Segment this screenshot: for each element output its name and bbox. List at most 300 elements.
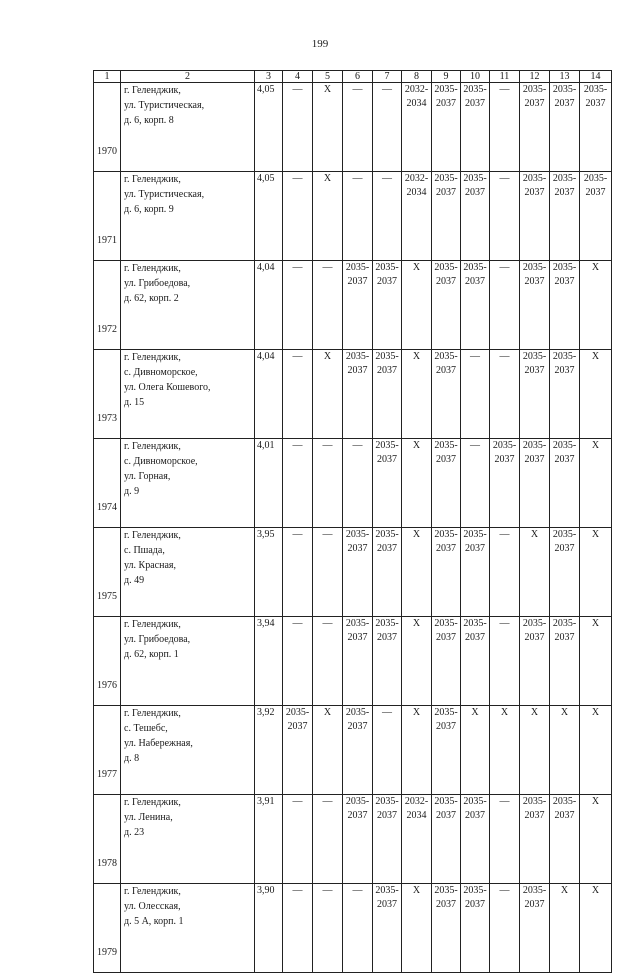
period-text: — xyxy=(352,440,363,451)
period-text: 2035- xyxy=(522,84,547,95)
period-text: 2037 xyxy=(436,632,456,643)
period-cell xyxy=(461,439,490,528)
period-cell xyxy=(490,261,520,350)
period-cell xyxy=(313,350,343,439)
period-text: 2035- xyxy=(434,885,458,896)
period-text: X xyxy=(412,885,421,896)
period-text: X xyxy=(323,707,332,718)
period-text: 2035- xyxy=(375,618,399,629)
period-text: 2035- xyxy=(522,262,547,273)
address-line: г. Геленджик, xyxy=(124,441,181,452)
period-text: 2035- xyxy=(463,262,487,273)
period-cell xyxy=(461,261,490,350)
column-header: 5 xyxy=(313,71,343,83)
period-text: 2035- xyxy=(375,885,399,896)
period-text: 2037 xyxy=(554,98,575,109)
address-line: д. 8 xyxy=(124,753,140,764)
period-cell xyxy=(283,706,313,795)
column-header: 2 xyxy=(121,71,255,83)
period-text: — xyxy=(292,440,303,451)
period-cell xyxy=(402,528,432,617)
address-cell xyxy=(121,172,255,261)
period-text: 2037 xyxy=(347,543,368,554)
period-text: 2037 xyxy=(436,810,456,821)
period-text: 2037 xyxy=(436,98,456,109)
period-cell xyxy=(550,83,580,172)
period-cell xyxy=(520,528,550,617)
period-text: — xyxy=(322,529,333,540)
period-text: X xyxy=(560,707,569,718)
period-cell xyxy=(490,795,520,884)
table-row xyxy=(94,884,612,973)
period-text: — xyxy=(499,262,510,273)
period-cell xyxy=(461,795,490,884)
period-cell xyxy=(402,439,432,528)
indicator-value: 4,04 xyxy=(255,350,283,439)
period-text: 2035- xyxy=(375,529,399,540)
period-cell xyxy=(373,706,402,795)
address-cell xyxy=(121,528,255,617)
period-text: 2035- xyxy=(434,440,458,451)
period-text: 2035- xyxy=(434,262,458,273)
period-cell xyxy=(550,439,580,528)
period-cell xyxy=(313,884,343,973)
period-text: — xyxy=(499,796,510,807)
address-line: ул. Набережная, xyxy=(124,738,193,749)
address-cell xyxy=(121,884,255,973)
period-cell xyxy=(520,172,550,261)
period-cell xyxy=(461,172,490,261)
period-text: 2035- xyxy=(583,84,608,95)
column-header: 13 xyxy=(550,71,580,83)
period-cell xyxy=(580,350,612,439)
period-cell xyxy=(283,350,313,439)
period-text: 2037 xyxy=(524,632,545,643)
period-text: — xyxy=(292,529,303,540)
period-text: 2037 xyxy=(377,632,397,643)
period-text: 2034 xyxy=(406,810,427,821)
period-text: 2035- xyxy=(434,796,458,807)
period-text: X xyxy=(412,262,421,273)
period-cell xyxy=(520,884,550,973)
row-number: 1977 xyxy=(94,706,121,795)
address-cell xyxy=(121,706,255,795)
indicator-value: 4,04 xyxy=(255,261,283,350)
row-number: 1972 xyxy=(94,261,121,350)
address-line: д. 6, корп. 9 xyxy=(124,204,174,215)
period-cell xyxy=(313,617,343,706)
period-cell xyxy=(283,884,313,973)
period-cell xyxy=(343,706,373,795)
period-text: 2035- xyxy=(463,885,487,896)
period-text: 2035- xyxy=(463,173,487,184)
period-text: 2035- xyxy=(522,173,547,184)
period-text: 2035- xyxy=(522,885,547,896)
period-text: X xyxy=(591,707,600,718)
period-text: 2035- xyxy=(463,84,487,95)
row-number: 1979 xyxy=(94,884,121,973)
address-line: г. Геленджик, xyxy=(124,797,181,808)
period-text: 2037 xyxy=(465,98,485,109)
address-line: ул. Олесская, xyxy=(124,901,181,912)
column-header: 14 xyxy=(580,71,612,83)
period-cell xyxy=(520,83,550,172)
period-cell xyxy=(580,706,612,795)
column-header: 1 xyxy=(94,71,121,83)
column-header: 12 xyxy=(520,71,550,83)
period-text: 2037 xyxy=(377,899,397,910)
address-line: г. Геленджик, xyxy=(124,708,181,719)
period-cell xyxy=(490,350,520,439)
period-text: — xyxy=(499,529,510,540)
table-row xyxy=(94,261,612,350)
address-line: д. 62, корп. 1 xyxy=(124,649,179,660)
period-text: — xyxy=(292,796,303,807)
period-cell xyxy=(550,261,580,350)
period-text: 2037 xyxy=(554,365,575,376)
period-text: 2035- xyxy=(434,84,458,95)
period-text: — xyxy=(292,173,303,184)
period-text: — xyxy=(322,262,333,273)
period-text: 2037 xyxy=(524,454,545,465)
address-line: д. 6, корп. 8 xyxy=(124,115,174,126)
address-line: ул. Туристическая, xyxy=(124,100,205,111)
period-cell xyxy=(402,350,432,439)
period-text: 2037 xyxy=(377,276,397,287)
period-cell xyxy=(490,617,520,706)
period-text: 2037 xyxy=(465,543,485,554)
period-cell xyxy=(432,706,461,795)
period-cell xyxy=(580,172,612,261)
period-text: 2037 xyxy=(554,187,575,198)
period-text: 2037 xyxy=(524,276,545,287)
row-number: 1970 xyxy=(94,83,121,172)
period-text: 2035- xyxy=(375,796,399,807)
period-text: — xyxy=(292,885,303,896)
period-cell xyxy=(432,439,461,528)
period-text: X xyxy=(591,529,600,540)
period-cell xyxy=(580,617,612,706)
indicator-value: 4,05 xyxy=(255,83,283,172)
period-text: 2037 xyxy=(436,187,456,198)
period-text: 2037 xyxy=(436,276,456,287)
period-text: 2035- xyxy=(552,84,577,95)
address-line: г. Геленджик, xyxy=(124,174,181,185)
indicator-value: 4,01 xyxy=(255,439,283,528)
period-cell xyxy=(402,706,432,795)
period-text: X xyxy=(323,351,332,362)
period-cell xyxy=(402,884,432,973)
period-text: 2035- xyxy=(552,529,577,540)
period-text: 2035- xyxy=(463,796,487,807)
period-text: 2035- xyxy=(552,796,577,807)
period-text: 2035- xyxy=(434,173,458,184)
period-text: 2035- xyxy=(522,618,547,629)
period-text: — xyxy=(470,440,480,451)
period-text: 2037 xyxy=(377,454,397,465)
period-text: 2034 xyxy=(406,187,427,198)
period-cell xyxy=(402,617,432,706)
period-text: 2037 xyxy=(585,187,606,198)
period-text: 2035- xyxy=(492,440,517,451)
period-text: 2037 xyxy=(554,454,575,465)
period-text: — xyxy=(382,707,392,718)
period-text: 2037 xyxy=(465,810,485,821)
schedule-table xyxy=(93,70,612,973)
row-number: 1974 xyxy=(94,439,121,528)
column-header: 9 xyxy=(432,71,461,83)
period-cell xyxy=(343,83,373,172)
period-text: 2035- xyxy=(583,173,608,184)
period-cell xyxy=(490,172,520,261)
period-text: — xyxy=(470,351,480,362)
period-text: 2037 xyxy=(554,276,575,287)
address-line: г. Геленджик, xyxy=(124,886,181,897)
period-cell xyxy=(402,83,432,172)
address-line: ул. Ленина, xyxy=(124,812,173,823)
period-cell xyxy=(432,795,461,884)
period-cell xyxy=(313,172,343,261)
address-line: д. 23 xyxy=(124,827,145,838)
period-text: 2035- xyxy=(345,618,370,629)
period-text: 2037 xyxy=(524,899,545,910)
period-text: 2035- xyxy=(345,529,370,540)
address-line: д. 9 xyxy=(124,486,140,497)
period-cell xyxy=(461,706,490,795)
address-cell xyxy=(121,83,255,172)
period-text: X xyxy=(412,351,421,362)
period-text: 2037 xyxy=(377,365,397,376)
period-cell xyxy=(402,795,432,884)
period-text: — xyxy=(322,440,333,451)
period-cell xyxy=(373,795,402,884)
period-cell xyxy=(580,83,612,172)
period-cell xyxy=(432,617,461,706)
period-text: X xyxy=(591,796,600,807)
period-text: 2037 xyxy=(524,187,545,198)
period-cell xyxy=(550,172,580,261)
row-number: 1978 xyxy=(94,795,121,884)
period-text: 2035- xyxy=(463,529,487,540)
period-text: — xyxy=(499,84,510,95)
row-number: 1975 xyxy=(94,528,121,617)
period-cell xyxy=(373,261,402,350)
period-text: 2035- xyxy=(552,262,577,273)
period-text: X xyxy=(591,885,600,896)
period-cell xyxy=(461,617,490,706)
indicator-value: 3,91 xyxy=(255,795,283,884)
address-line: ул. Красная, xyxy=(124,560,176,571)
period-cell xyxy=(373,884,402,973)
period-cell xyxy=(520,617,550,706)
table-row xyxy=(94,172,612,261)
period-cell xyxy=(550,617,580,706)
period-cell xyxy=(461,350,490,439)
period-text: — xyxy=(322,618,333,629)
period-text: — xyxy=(322,796,333,807)
address-cell xyxy=(121,795,255,884)
column-header: 4 xyxy=(283,71,313,83)
period-cell xyxy=(461,884,490,973)
period-cell xyxy=(520,795,550,884)
table-header-row xyxy=(94,71,612,83)
period-text: — xyxy=(499,173,510,184)
period-cell xyxy=(432,261,461,350)
column-header: 7 xyxy=(373,71,402,83)
period-text: — xyxy=(292,351,303,362)
column-header: 8 xyxy=(402,71,432,83)
period-text: X xyxy=(323,84,332,95)
period-text: — xyxy=(382,84,392,95)
period-text: — xyxy=(322,885,333,896)
table-row xyxy=(94,83,612,172)
address-line: с. Тешебс, xyxy=(124,723,168,734)
period-text: 2037 xyxy=(436,899,456,910)
period-text: X xyxy=(591,351,600,362)
address-line: ул. Туристическая, xyxy=(124,189,205,200)
period-cell xyxy=(550,350,580,439)
period-cell xyxy=(283,261,313,350)
period-text: — xyxy=(382,173,392,184)
period-cell xyxy=(520,439,550,528)
address-line: с. Дивноморское, xyxy=(124,456,198,467)
period-text: 2037 xyxy=(465,899,485,910)
period-text: — xyxy=(292,262,303,273)
period-text: 2032- xyxy=(404,796,429,807)
period-text: — xyxy=(499,618,510,629)
period-cell xyxy=(343,884,373,973)
period-text: X xyxy=(412,618,421,629)
period-text: 2037 xyxy=(554,810,575,821)
address-line: с. Дивноморское, xyxy=(124,367,198,378)
period-text: — xyxy=(499,885,510,896)
address-line: д. 49 xyxy=(124,575,145,586)
period-cell xyxy=(490,83,520,172)
row-number: 1976 xyxy=(94,617,121,706)
period-text: X xyxy=(412,707,421,718)
period-cell xyxy=(313,706,343,795)
period-text: 2037 xyxy=(347,276,368,287)
address-line: д. 15 xyxy=(124,397,145,408)
period-cell xyxy=(432,528,461,617)
period-cell xyxy=(283,172,313,261)
period-text: 2037 xyxy=(554,543,575,554)
period-cell xyxy=(432,350,461,439)
period-cell xyxy=(490,884,520,973)
period-text: — xyxy=(352,885,363,896)
period-text: 2032- xyxy=(404,84,429,95)
period-cell xyxy=(283,795,313,884)
period-cell xyxy=(283,528,313,617)
period-text: 2035- xyxy=(345,796,370,807)
period-text: 2037 xyxy=(377,543,397,554)
period-cell xyxy=(402,172,432,261)
period-text: — xyxy=(292,84,303,95)
period-text: 2037 xyxy=(436,365,456,376)
period-text: 2037 xyxy=(524,365,545,376)
period-text: 2035- xyxy=(345,262,370,273)
period-text: 2037 xyxy=(377,810,397,821)
period-text: 2035- xyxy=(434,618,458,629)
period-text: X xyxy=(412,440,421,451)
address-line: ул. Грибоедова, xyxy=(124,278,191,289)
period-text: 2035- xyxy=(345,707,370,718)
period-text: 2032- xyxy=(404,173,429,184)
period-cell xyxy=(490,528,520,617)
period-text: 2037 xyxy=(347,632,368,643)
address-cell xyxy=(121,439,255,528)
indicator-value: 3,90 xyxy=(255,884,283,973)
period-text: X xyxy=(530,529,539,540)
period-cell xyxy=(343,439,373,528)
row-number: 1973 xyxy=(94,350,121,439)
period-text: 2037 xyxy=(465,632,485,643)
period-cell xyxy=(373,528,402,617)
address-line: г. Геленджик, xyxy=(124,352,181,363)
indicator-value: 3,94 xyxy=(255,617,283,706)
address-cell xyxy=(121,261,255,350)
period-text: 2035- xyxy=(522,351,547,362)
period-text: 2035- xyxy=(552,173,577,184)
period-cell xyxy=(550,795,580,884)
column-header: 11 xyxy=(490,71,520,83)
period-text: 2037 xyxy=(287,721,308,732)
period-text: 2035- xyxy=(552,351,577,362)
period-text: X xyxy=(412,529,421,540)
address-line: ул. Горная, xyxy=(124,471,171,482)
period-cell xyxy=(373,617,402,706)
period-cell xyxy=(402,261,432,350)
period-text: 2037 xyxy=(436,721,456,732)
period-cell xyxy=(432,83,461,172)
page-number: 199 xyxy=(311,38,329,50)
period-text: — xyxy=(352,84,363,95)
period-cell xyxy=(550,706,580,795)
period-cell xyxy=(343,261,373,350)
period-cell xyxy=(580,528,612,617)
period-text: 2037 xyxy=(554,632,575,643)
period-cell xyxy=(343,795,373,884)
period-text: 2034 xyxy=(406,98,427,109)
period-text: 2037 xyxy=(524,98,545,109)
period-text: X xyxy=(591,262,600,273)
period-cell xyxy=(490,706,520,795)
period-cell xyxy=(432,884,461,973)
period-text: 2037 xyxy=(465,276,485,287)
period-cell xyxy=(520,350,550,439)
address-line: д. 5 А, корп. 1 xyxy=(124,916,184,927)
table-row xyxy=(94,350,612,439)
period-text: 2037 xyxy=(524,810,545,821)
period-text: 2035- xyxy=(285,707,310,718)
indicator-value: 4,05 xyxy=(255,172,283,261)
period-cell xyxy=(313,261,343,350)
period-text: 2037 xyxy=(347,721,368,732)
period-cell xyxy=(313,795,343,884)
period-text: 2035- xyxy=(345,351,370,362)
period-text: 2035- xyxy=(522,440,547,451)
address-cell xyxy=(121,350,255,439)
period-text: 2035- xyxy=(552,440,577,451)
address-cell xyxy=(121,617,255,706)
period-text: 2035- xyxy=(375,440,399,451)
period-text: 2035- xyxy=(375,262,399,273)
period-cell xyxy=(373,172,402,261)
period-cell xyxy=(343,172,373,261)
indicator-value: 3,95 xyxy=(255,528,283,617)
address-line: г. Геленджик, xyxy=(124,530,181,541)
period-text: 2037 xyxy=(347,365,368,376)
